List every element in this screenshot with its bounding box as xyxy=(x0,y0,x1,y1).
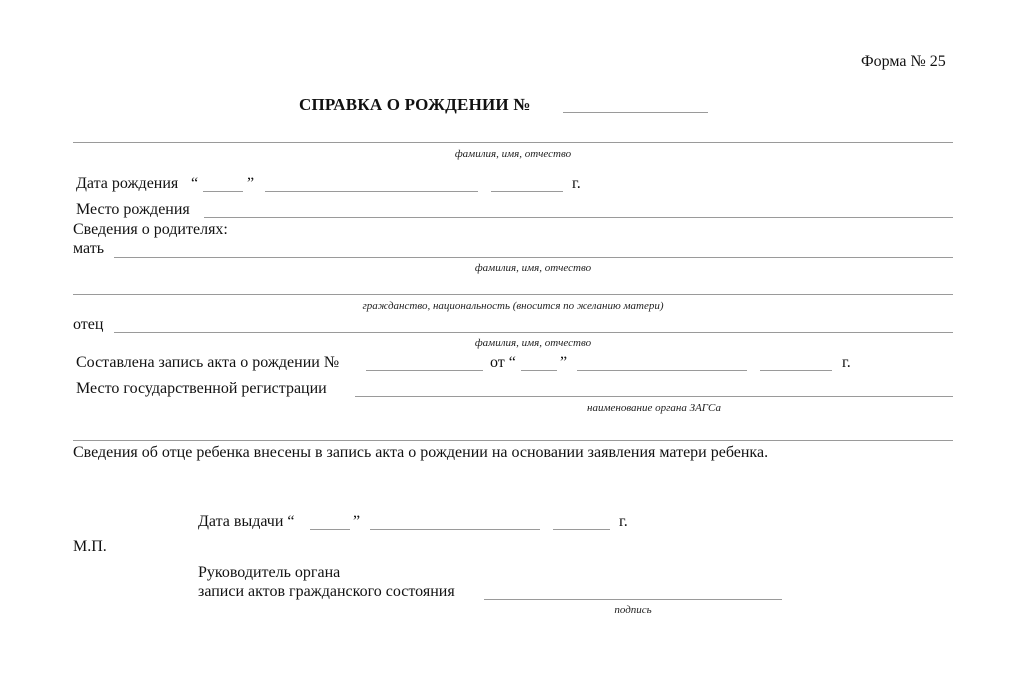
signature-field[interactable] xyxy=(484,599,782,600)
issue-month-field[interactable] xyxy=(370,529,540,530)
mother-fio-caption: фамилия, имя, отчество xyxy=(474,262,592,274)
head-label-line2: записи актов гражданского состояния xyxy=(198,583,455,600)
birth-date-close-quote: ” xyxy=(247,175,255,192)
parents-heading: Сведения о родителях: xyxy=(73,221,228,238)
birth-year-suffix: г. xyxy=(572,175,581,192)
birth-place-field[interactable] xyxy=(204,217,953,218)
certificate-number-field[interactable] xyxy=(563,112,708,113)
issue-day-field[interactable] xyxy=(310,529,350,530)
act-record-from-label: от “ xyxy=(490,354,516,371)
father-fio-caption: фамилия, имя, отчество xyxy=(474,337,592,349)
page-title: СПРАВКА О РОЖДЕНИИ № xyxy=(299,95,531,114)
head-label-line1: Руководитель органа xyxy=(198,564,341,581)
child-fio-caption: фамилия, имя, отчество xyxy=(454,148,572,160)
issue-date-close-quote: ” xyxy=(353,513,361,530)
child-fio-field[interactable] xyxy=(73,142,953,143)
father-fio-field[interactable] xyxy=(114,332,953,333)
birth-date-label: Дата рождения xyxy=(76,175,179,192)
birth-month-field[interactable] xyxy=(265,191,478,192)
registration-place-label: Место государственной регистрации xyxy=(76,380,327,397)
mother-citizenship-caption: гражданство, национальность (вносится по желанию матери) xyxy=(362,300,664,312)
mother-citizenship-field[interactable] xyxy=(73,294,953,295)
signature-caption: подпись xyxy=(614,604,652,616)
mother-fio-field[interactable] xyxy=(114,257,953,258)
act-record-month-field[interactable] xyxy=(577,370,747,371)
act-record-year-suffix: г. xyxy=(842,354,851,371)
stamp-label: М.П. xyxy=(73,538,107,555)
birth-date-open-quote: “ xyxy=(191,175,199,192)
act-record-close-quote: ” xyxy=(560,354,568,371)
act-record-year-field[interactable] xyxy=(760,370,832,371)
mother-label: мать xyxy=(73,240,104,257)
father-info-note: Сведения об отце ребенка внесены в запись акта о рождении на основании заявления матери ребенка. xyxy=(73,444,769,461)
act-record-label: Составлена запись акта о рождении № xyxy=(76,354,340,371)
zags-name-caption: наименование органа ЗАГСа xyxy=(587,402,721,414)
issue-year-field[interactable] xyxy=(553,529,610,530)
issue-date-label: Дата выдачи “ xyxy=(198,513,295,530)
registration-place-field[interactable] xyxy=(355,396,953,397)
birth-day-field[interactable] xyxy=(203,191,243,192)
birth-place-label: Место рождения xyxy=(76,201,190,218)
father-label: отец xyxy=(73,316,104,333)
zags-name-field[interactable] xyxy=(73,440,953,441)
birth-year-field[interactable] xyxy=(491,191,563,192)
form-number: Форма № 25 xyxy=(861,53,946,70)
issue-year-suffix: г. xyxy=(619,513,628,530)
act-record-day-field[interactable] xyxy=(521,370,557,371)
act-record-number-field[interactable] xyxy=(366,370,483,371)
